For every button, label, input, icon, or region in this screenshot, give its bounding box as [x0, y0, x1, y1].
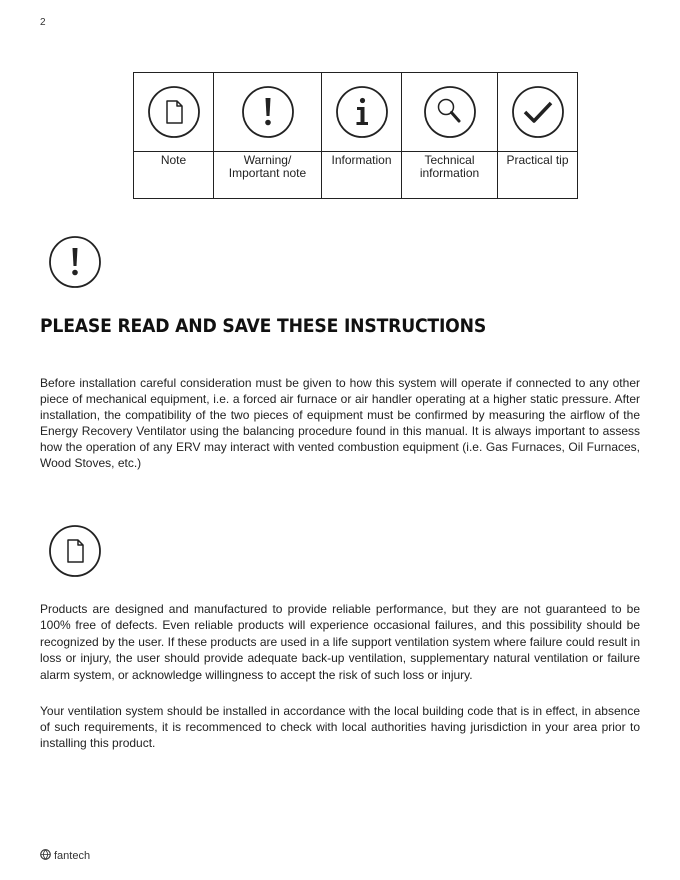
legend-cell-technical	[402, 73, 498, 152]
legend-cell-note	[134, 73, 214, 152]
page-heading: PLEASE READ AND SAVE THESE INSTRUCTIONS	[40, 316, 487, 337]
note-icon	[48, 524, 102, 578]
paragraph-building-code: Your ventilation system should be installed in accordance with the local building code that is in effect, in absence of such requirements, it is recommenced to check with local authorities having jurisdiction in your area prior to installing this product.	[40, 704, 640, 750]
legend-label: Warning/ Important note	[214, 152, 322, 199]
legend-cell-warning	[214, 73, 322, 152]
note-icon	[134, 85, 213, 139]
legend-icon-row	[134, 73, 578, 152]
legend-label: Technical information	[402, 152, 498, 199]
legend-cell-tip	[498, 73, 578, 152]
symbol-legend-table	[133, 72, 578, 199]
warning-icon	[214, 85, 321, 139]
paragraph-reliability: Products are designed and manufactured to provide reliable performance, but they are not guaranteed to be 100% free of defects. Even reliable products will experience occasional failures, and this possibility should be recognized by the user. If these products are used in a life support ventilation system where failure could result in loss or injury, the user should provide adequate back-up ventilation, supplementary natural ventilation or failure alarm system, or acknowledge willingness to accept the risk of such loss or injury.	[40, 602, 640, 682]
information-icon	[322, 85, 401, 139]
brand-name: fantech	[54, 850, 91, 862]
legend-label: Practical tip	[498, 152, 578, 199]
legend-label: Information	[322, 152, 402, 199]
warning-icon	[48, 235, 102, 289]
legend-label-row	[134, 152, 578, 199]
magnifier-icon	[402, 85, 497, 139]
fantech-logo-icon	[40, 849, 51, 863]
footer-brand	[40, 849, 90, 863]
page-number: 2	[40, 17, 46, 28]
legend-label: Note	[134, 152, 214, 199]
legend-cell-information	[322, 73, 402, 152]
paragraph-installation-caution: Before installation careful consideration must be given to how this system will operate if connected to any other piece of mechanical equipment, i.e. a forced air furnace or air handler operating at a higher static pressure. After installation, the compatibility of the two pieces of equipment must be confirmed by measuring the airflow of the Energy Recovery Ventilator using the balancing procedure found in this manual. It is always important to assess how the operation of any ERV may interact with vented combustion equipment (i.e. Gas Furnaces, Oil Furnaces, Wood Stoves, etc.)	[40, 376, 640, 470]
checkmark-icon	[498, 85, 577, 139]
